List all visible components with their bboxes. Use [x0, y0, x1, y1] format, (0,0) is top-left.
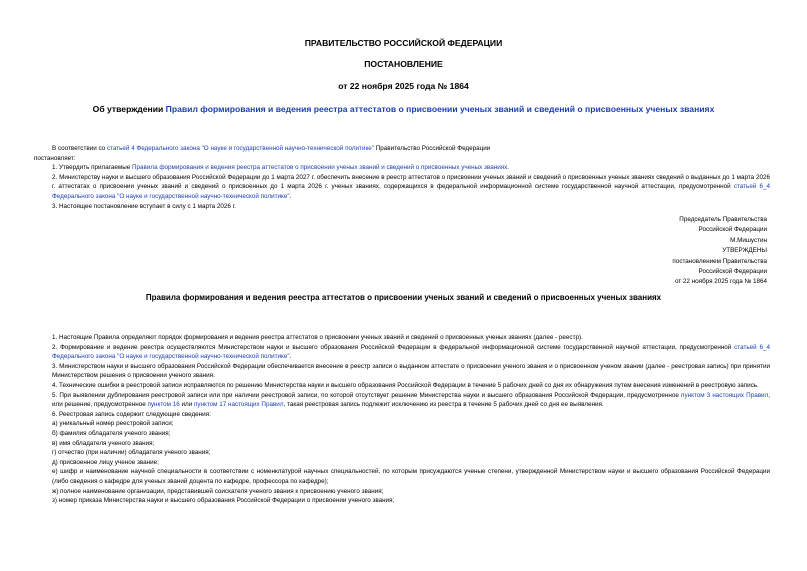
preamble-decree: постановляет: — [34, 154, 76, 162]
rules-body — [34, 333, 770, 506]
rule-6-f: е) шифр и наименование научной специальности в соответствии с номенклатурой научных специальностей, по которым присуждаются ученые степени, утвержденной Министерством науки и высшего образования Российской Федерации (либо сведения о кафедре для ученых званий доцента по кафедре, профессора по кафедре); — [52, 468, 770, 485]
law-article-4-link[interactable]: статьей 4 Федерального закона "О науке и государственной научно-технической политике" — [106, 145, 375, 152]
rule-6-a: а) уникальный номер реестровой записи; — [52, 420, 174, 428]
title-prefix: Об утверждении — [92, 104, 166, 114]
rule-5-point-17-link[interactable]: пунктом 17 настоящих Правил — [193, 401, 284, 409]
decree-item-1-text: 1. Утвердить прилагаемые — [52, 164, 132, 172]
rules-title: Правила формирования и ведения реестра аттестатов о присвоении ученых званий и сведений о присвоенных ученых званиях — [145, 293, 662, 302]
decree-item-2 — [34, 173, 770, 202]
rule-5-point-16-link[interactable]: пунктом 16 — [147, 401, 180, 409]
rule-6-g: ж) полное наименование организации, представившей соискателя ученого звания к присвоению ученого звания; — [52, 487, 384, 495]
rule-6-b: б) фамилия обладателя ученого звания; — [52, 429, 171, 437]
rule-6: 6. Реестровая запись содержит следующие сведения: — [52, 410, 211, 418]
rules-link[interactable]: Правила формирования и ведения реестра аттестатов о присвоении ученых званий и сведений о присвоенных ученых званиях — [132, 164, 508, 172]
law-article-6-4-link[interactable]: статьей 6_4 Федерального закона "О науке и государственной научно-технической политике" — [52, 183, 771, 200]
signature-line-2: Российской Федерации — [698, 226, 767, 234]
rule-6-e: д) присвоенное лицу ученое звание; — [52, 458, 159, 466]
rule-2-law-link[interactable]: статьей 6_4 Федерального закона "О науке и государственной научно-технической политике" — [52, 343, 771, 361]
government-name: ПРАВИТЕЛЬСТВО РОССИЙСКОЙ ФЕДЕРАЦИИ — [304, 38, 503, 48]
rule-5-point-3-link[interactable]: пунктом 3 настоящих Правил — [681, 391, 769, 399]
rule-2-end: . — [289, 353, 292, 361]
approval-line-4: от 22 ноября 2025 года № 1864 — [674, 278, 767, 286]
rule-6-c: в) имя обладателя ученого звания; — [52, 439, 155, 447]
rule-5-text-a: 5. При выявлении дублирования реестровой записи или при наличии реестровой записи, по которой отсутствует решение Министерства науки и высшего образования Российской Федерации, предусмотренное — [52, 391, 682, 399]
document-type: ПОСТАНОВЛЕНИЕ — [364, 59, 443, 69]
decree-item-2-text: 2. Министерству науки и высшего образования Российской Федерации до 1 марта 2027 г. обеспечить внесение в реестр аттестатов о присвоении ученых званий и сведений о присвоенных ученых званиях сведений о выданных до 1 марта 2026 г. аттестатах о присвоении ученых званий и сведений о присвоенных до 1 марта 2026 г. ученых званиях, содержащихся в федеральной информационной системе государственной научной аттестации, предусмотренной — [52, 173, 770, 191]
document-title — [0, 104, 807, 114]
title-rules-link[interactable]: Правил формирования и ведения реестра аттестатов о присвоении ученых званий и сведений о присвоенных ученых званиях — [165, 104, 715, 114]
decree-item-2-end: . — [289, 192, 292, 200]
rule-6-d: г) отчество (при наличии) обладателя ученого звания; — [52, 449, 211, 457]
rule-5-text-c: или — [179, 401, 194, 409]
rule-2 — [34, 343, 770, 362]
decree-item-1 — [34, 163, 770, 173]
signature-line-1: Председатель Правительства — [679, 216, 767, 223]
approval-line-1: УТВЕРЖДЕНЫ — [722, 247, 767, 255]
rule-5-text-b: , или решение, предусмотренное — [52, 391, 770, 409]
preamble-block — [34, 144, 770, 211]
rule-1: 1. Настоящие Правила определяют порядок формирования и ведения реестра аттестатов о присвоении ученых званий и сведений о присвоенных ученых званиях (далее - реестр). — [52, 334, 583, 341]
rule-5-text-d: , такая реестровая запись подлежит исключению из реестра в течение 5 рабочих дней со дня ее выявления. — [283, 401, 604, 409]
signature-block — [672, 215, 767, 288]
signature-line-3: М.Мишустин — [730, 236, 767, 244]
decree-item-3: 3. Настоящее постановление вступает в силу с 1 марта 2026 г. — [52, 202, 236, 210]
approval-line-2: постановлением Правительства — [672, 257, 767, 265]
document-date-number: от 22 ноября 2025 года № 1864 — [338, 81, 469, 91]
preamble-paragraph — [34, 144, 770, 154]
rule-6-h: з) номер приказа Министерства науки и высшего образования Российской Федерации о присвоении ученого звания; — [52, 497, 395, 505]
rule-3: 3. Министерством науки и высшего образования Российской Федерации обеспечивается внесение в реестр записи о выданном аттестате о присвоении ученого звания и о присвоенном ученом звании (далее - реестровая запись) при принятии Министерством решения о присвоении ученого звания. — [52, 362, 770, 380]
rule-4: 4. Технические ошибки в реестровой записи исправляются по решению Министерства науки и высшего образования Российской Федерации в течение 5 рабочих дней со дня их обнаружения путем внесения изменений в реестровую запись. — [52, 381, 759, 389]
rule-5 — [34, 391, 770, 410]
approval-line-3: Российской Федерации — [698, 268, 767, 276]
preamble-text-b: Правительство Российской Федерации — [374, 145, 491, 152]
preamble-text-a: В соответствии со — [52, 145, 107, 152]
rule-2-text: 2. Формирование и ведение реестра осуществляются Министерством науки и высшего образования Российской Федерации в федеральной информационной системе государственной научной аттестации, предусмотренной — [52, 343, 735, 351]
decree-item-1-end: . — [507, 164, 510, 172]
